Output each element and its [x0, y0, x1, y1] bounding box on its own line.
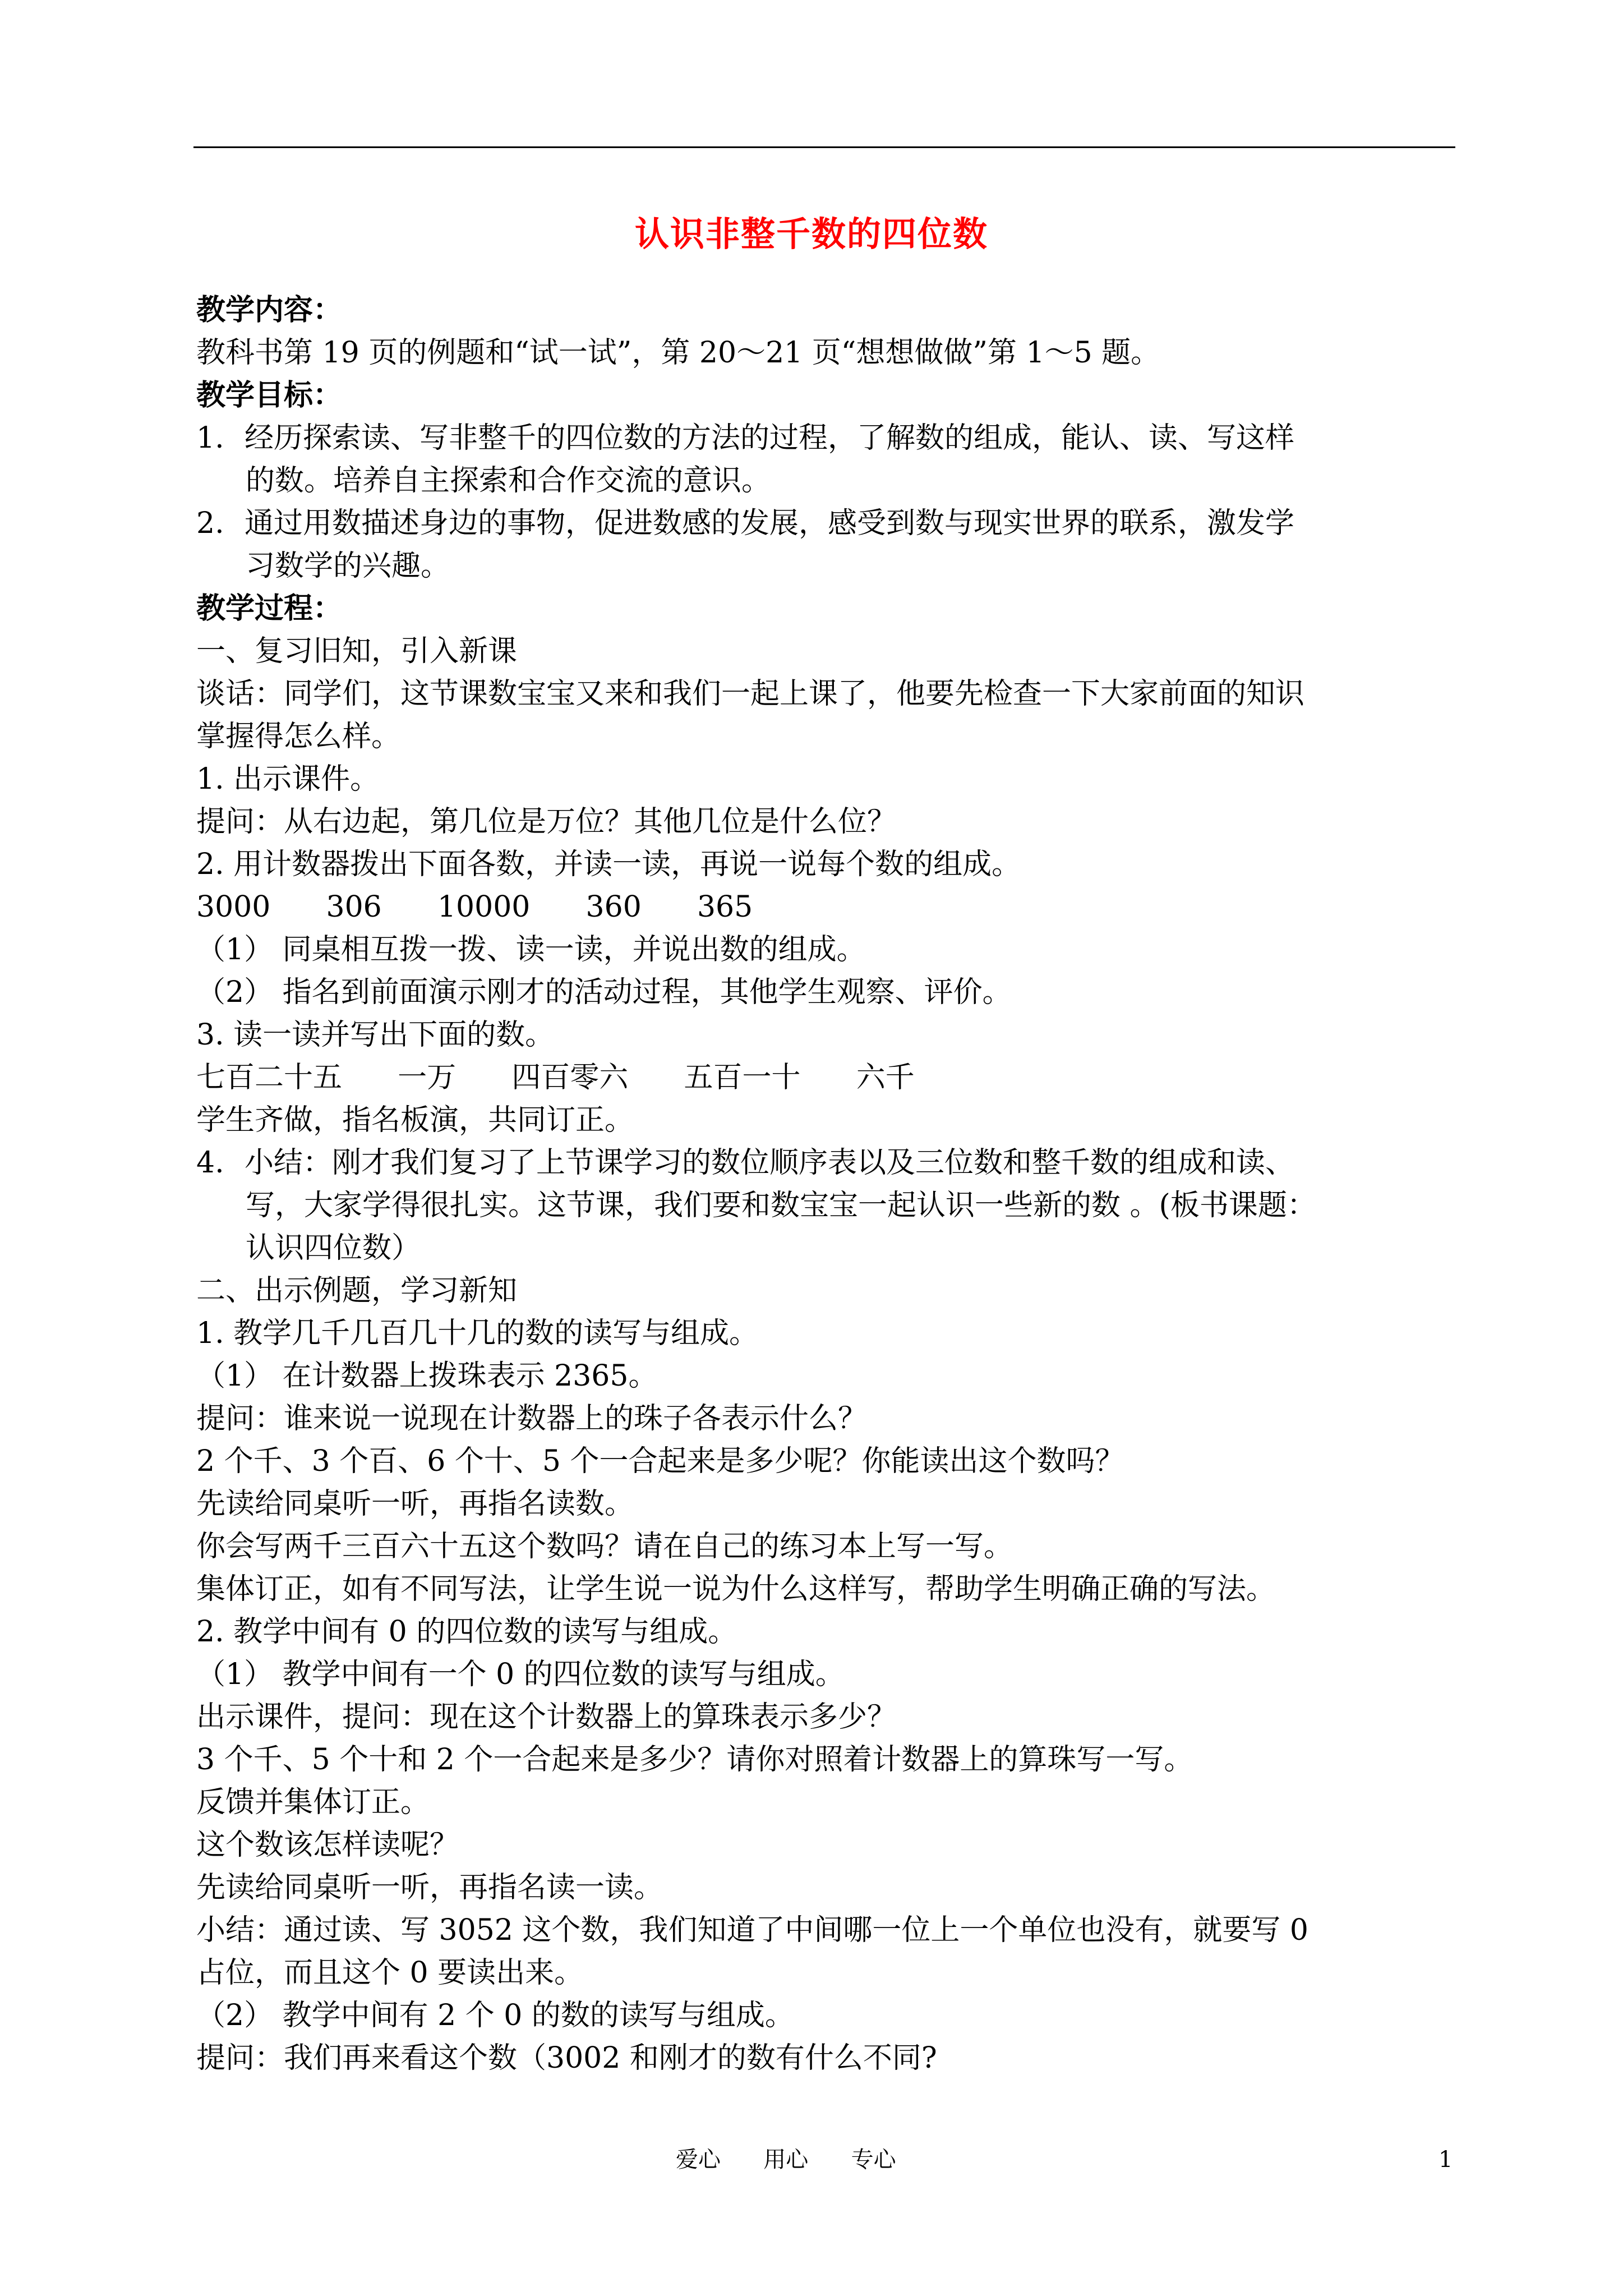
- page-footer: [0, 2143, 1623, 2188]
- item-number: 1.: [196, 421, 224, 455]
- paragraph-line: 掌握得怎么样。: [196, 720, 401, 753]
- paragraph-line: 2. 教学中间有 0 的四位数的读写与组成。: [196, 1615, 737, 1649]
- item-text: 通过用数描述身边的事物，促进数感的发展，感受到数与现实世界的联系，激发学: [245, 507, 1295, 540]
- paragraph-line: 3 个千、5 个十和 2 个一合起来是多少？请你对照着计数器上的算珠写一写。: [196, 1743, 1193, 1777]
- paragraph-line: 写，大家学得很扎实。这节课，我们要和数宝宝一起认识一些新的数 。(板书课题：: [246, 1189, 1316, 1222]
- section-heading: 教学目标：: [196, 378, 343, 412]
- paragraph-line: （2） 指名到前面演示刚才的活动过程，其他学生观察、评价。: [196, 976, 1012, 1009]
- paragraph-line: 小结：通过读、写 3052 这个数，我们知道了中间哪一位上一个单位也没有，就要写 0: [196, 1913, 1309, 1947]
- paragraph-line: 先读给同桌听一听，再指名读一读。: [196, 1871, 663, 1904]
- paragraph-line: 集体订正，如有不同写法，让学生说一说为什么这样写，帮助学生明确正确的写法。: [196, 1572, 1276, 1606]
- number-row: 3000 306 10000 360 365: [196, 890, 753, 924]
- document-body: [196, 289, 1455, 2079]
- numbered-item: [196, 502, 1455, 545]
- paragraph-line: （1） 教学中间有一个 0 的四位数的读写与组成。: [196, 1658, 845, 1691]
- paragraph-line: 占位，而且这个 0 要读出来。: [196, 1956, 584, 1990]
- document-title: 认识非整千数的四位数: [634, 214, 988, 254]
- paragraph-line: 谈话：同学们，这节课数宝宝又来和我们一起上课了，他要先检查一下大家前面的知识: [196, 677, 1305, 711]
- item-number: 2.: [196, 507, 224, 540]
- footer-motto: 爱心 用心 专心: [676, 2147, 896, 2173]
- paragraph-line: 出示课件，提问：现在这个计数器上的算珠表示多少？: [196, 1700, 897, 1734]
- section-heading: 教学过程：: [196, 591, 343, 625]
- section-heading: 教学内容：: [196, 293, 343, 327]
- paragraph-line: 你会写两千三百六十五这个数吗？请在自己的练习本上写一写。: [196, 1530, 1013, 1563]
- paragraph-line: 认识四位数）: [246, 1231, 421, 1265]
- paragraph-line: 习数学的兴趣。: [246, 549, 450, 583]
- paragraph-line: 先读给同桌听一听，再指名读数。: [196, 1487, 634, 1521]
- paragraph-line: 二、出示例题，学习新知: [196, 1274, 518, 1308]
- numbered-item: [196, 417, 1455, 459]
- paragraph-line: （1） 同桌相互拨一拨、读一读，并说出数的组成。: [196, 933, 866, 967]
- paragraph-line: 2 个千、3 个百、6 个十、5 个一合起来是多少呢？你能读出这个数吗？: [196, 1444, 1124, 1478]
- item-text: 小结：刚才我们复习了上节课学习的数位顺序表以及三位数和整千数的组成和读、: [245, 1146, 1295, 1180]
- paragraph-line: 这个数该怎样读呢？: [196, 1828, 459, 1862]
- header-rule: [193, 146, 1455, 148]
- number-row: 七百二十五 一万 四百零六 五百一十 六千: [196, 1061, 915, 1094]
- numbered-item: [196, 1142, 1455, 1184]
- paragraph-line: 提问：从右边起，第几位是万位？其他几位是什么位？: [196, 805, 897, 839]
- paragraph-line: 提问：我们再来看这个数（3002 和刚才的数有什么不同?: [196, 2041, 937, 2075]
- item-text: 经历探索读、写非整千的四位数的方法的过程，了解数的组成，能认、读、写这样: [245, 421, 1295, 455]
- paragraph-line: 2. 用计数器拨出下面各数，并读一读，再说一说每个数的组成。: [196, 848, 1021, 881]
- page-number: 1: [1438, 2147, 1453, 2173]
- paragraph-line: 反馈并集体订正。: [196, 1786, 430, 1819]
- paragraph-line: 提问：谁来说一说现在计数器上的珠子各表示什么？: [196, 1402, 868, 1435]
- paragraph-line: 教科书第 19 页的例题和“试一试”，第 20～21 页“想想做做”第 1～5 题。: [196, 336, 1160, 370]
- paragraph-line: （2） 教学中间有 2 个 0 的数的读写与组成。: [196, 1999, 794, 2032]
- paragraph-line: 1. 教学几千几百几十几的数的读写与组成。: [196, 1317, 759, 1350]
- paragraph-line: 一、复习旧知，引入新课: [196, 634, 518, 668]
- paragraph-line: 的数。培养自主探索和合作交流的意识。: [246, 464, 771, 498]
- paragraph-line: 1. 出示课件。: [196, 762, 380, 796]
- paragraph-line: 学生齐做，指名板演，共同订正。: [196, 1103, 634, 1137]
- paragraph-line: 3. 读一读并写出下面的数。: [196, 1018, 555, 1052]
- paragraph-line: （1） 在计数器上拨珠表示 2365。: [196, 1359, 658, 1393]
- item-number: 4.: [196, 1146, 224, 1180]
